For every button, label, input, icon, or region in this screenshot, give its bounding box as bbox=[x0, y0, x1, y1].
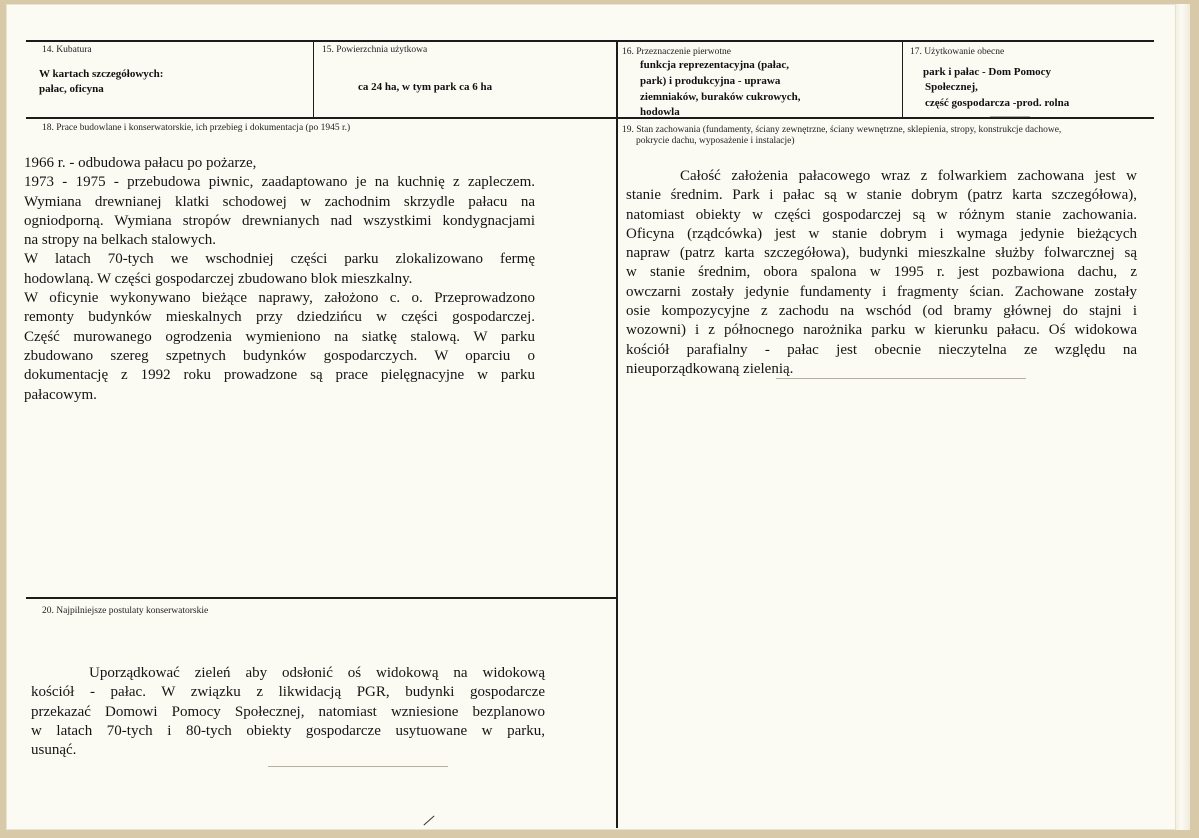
form-sheet bbox=[6, 4, 1190, 830]
divider-14-15 bbox=[313, 40, 314, 118]
field-17-label: 17. Użytkowanie obecne bbox=[910, 47, 1005, 57]
field-19-line: napraw (patrz karta szczegółowa), budynki mieszkalne służby folwarcznej są bbox=[626, 245, 1137, 262]
field-18-line: 1966 r. - odbudowa pałacu po pożarze, bbox=[24, 155, 257, 171]
field-19-line: osie kompozycyjne z zachodu na wschód (od bramy głównej do stajni i bbox=[626, 303, 1137, 320]
field-18-line: Wymiana drewnianej klatki schodowej w zachodnim skrzydle pałacu na bbox=[24, 193, 535, 210]
divider-15-16 bbox=[616, 40, 618, 828]
field-18-line: Część murowanego ogrodzenia wymieniono na siatkę stalową. W parku bbox=[24, 328, 535, 345]
field-18-line: remonty budynków mieskalnych przy dziedzińcu w części gospodarczej. bbox=[24, 309, 535, 326]
field-19-line: nieuporządkowaną zielenią. bbox=[626, 360, 794, 377]
field-20-line: przekazać Domowi Pomocy Społecznej, natomiast wzniesione bezplanowo bbox=[31, 703, 545, 720]
field-18-line: W oficynie wykonywano bieżące naprawy, założono c. o. Przeprowadzono bbox=[24, 290, 535, 307]
top-border-line bbox=[26, 40, 1154, 42]
field-19-label-line1: 19. Stan zachowania (fundamenty, ściany zewnętrzne, ściany wewnętrzne, sklepienia, stropy, konstrukcje dachowe, bbox=[622, 125, 1062, 135]
field-19-line: kościół parafialny - pałac jest obecnie nieczytelna ze względu na bbox=[626, 341, 1137, 358]
field-19-line: stanie średnim. Park i pałac są w stanie dobrym (patrz karta szczegółowa), bbox=[626, 187, 1137, 204]
field-20-end-rule bbox=[268, 766, 448, 767]
field-17-end-rule bbox=[990, 116, 1030, 117]
field-16-value-line3: ziemniaków, buraków cukrowych, bbox=[640, 91, 801, 103]
field-20-label: 20. Najpilniejsze postulaty konserwatorskie bbox=[42, 606, 209, 616]
field-19-label-line2: pokrycie dachu, wyposażenie i instalacje) bbox=[636, 136, 795, 146]
field-20-line: Uporządkować zieleń aby odsłonić oś widokową na widokową bbox=[89, 665, 545, 681]
field-20-line: w latach 70-tych i 80-tych obiekty gospodarcze usytuowane w parku, bbox=[31, 722, 545, 739]
field-16-value-line4: hodowla bbox=[640, 106, 680, 116]
field-20-line: kościół - pałac. W związku z likwidacją PGR, budynki gospodarcze bbox=[31, 684, 545, 701]
field-17-value-line1: park i pałac - Dom Pomocy bbox=[923, 66, 1052, 78]
field-18-text bbox=[24, 154, 535, 405]
field-19-line: natomiast obiekty w części gospodarczej są w różnym stanie zachowania. bbox=[626, 206, 1137, 223]
header-bottom-line bbox=[26, 117, 1154, 119]
divider-18-20 bbox=[26, 597, 617, 599]
field-18-line: ogniodporną. Wymiana stropów drewnianych nad wszystkimi kondygnacjami bbox=[24, 212, 535, 229]
pen-mark bbox=[423, 815, 434, 825]
field-15-value: ca 24 ha, w tym park ca 6 ha bbox=[358, 81, 493, 93]
field-16-value-line2: park) i produkcyjna - uprawa bbox=[640, 75, 781, 87]
field-14-value-line1: W kartach szczegółowych: bbox=[39, 68, 164, 80]
field-18-line: hodowlaną. W części gospodarczej zbudowano blok mieszkalny. bbox=[24, 270, 413, 287]
field-20-text bbox=[31, 664, 545, 760]
field-19-line: wozowni) i z północnego narożnika parku w kierunku pałacu. Oś widokowa bbox=[626, 322, 1137, 339]
field-20-line: usunąć. bbox=[31, 742, 77, 759]
field-17-value-line3: część gospodarcza -prod. rolna bbox=[925, 97, 1070, 109]
field-18-label: 18. Prace budowlane i konserwatorskie, ich przebieg i dokumentacja (po 1945 r.) bbox=[42, 123, 351, 133]
field-18-line: dokumentację z 1992 roku prowadzone są prace pielęgnacyjne w parku bbox=[24, 367, 535, 384]
field-19-end-rule bbox=[776, 378, 1026, 379]
field-16-label: 16. Przeznaczenie pierwotne bbox=[622, 47, 731, 57]
field-19-text bbox=[626, 167, 1137, 379]
field-18-line: 1973 - 1975 - przebudowa piwnic, zaadaptowano je na kuchnię z zapleczem. bbox=[24, 174, 535, 191]
field-18-line: pałacowym. bbox=[24, 386, 97, 403]
field-19-line: Oficyna (rządcówka) jest w stanie dobrym i wymaga jedynie bieżących bbox=[626, 225, 1137, 242]
divider-16-17 bbox=[902, 42, 903, 118]
paper-edge bbox=[1175, 4, 1190, 830]
field-19-line: Całość założenia pałacowego wraz z folwarkiem zachowana jest w bbox=[680, 168, 1137, 184]
field-15-label: 15. Powierzchnia użytkowa bbox=[322, 45, 428, 55]
field-16-value-line1: funkcja reprezentacyjna (pałac, bbox=[640, 59, 789, 71]
field-18-line: W latach 70-tych we wschodniej części parku zlokalizowano fermę bbox=[24, 251, 535, 268]
field-14-value-line2: pałac, oficyna bbox=[39, 83, 104, 95]
field-14-label: 14. Kubatura bbox=[42, 45, 92, 55]
field-17-value-line2: Społecznej, bbox=[925, 81, 978, 93]
field-18-line: na stropy na belkach stalowych. bbox=[24, 232, 217, 249]
field-19-line: owczarni zostały jedynie fundamenty i fragmenty ścian. Zachowane zostały bbox=[626, 283, 1137, 300]
field-19-line: w stanie średnim, obora spalona w 1995 r. jest pozbawiona dachu, z bbox=[626, 264, 1137, 281]
field-18-line: zbudowano szereg szpetnych budynków gospodarczych. W oparciu o bbox=[24, 347, 535, 364]
